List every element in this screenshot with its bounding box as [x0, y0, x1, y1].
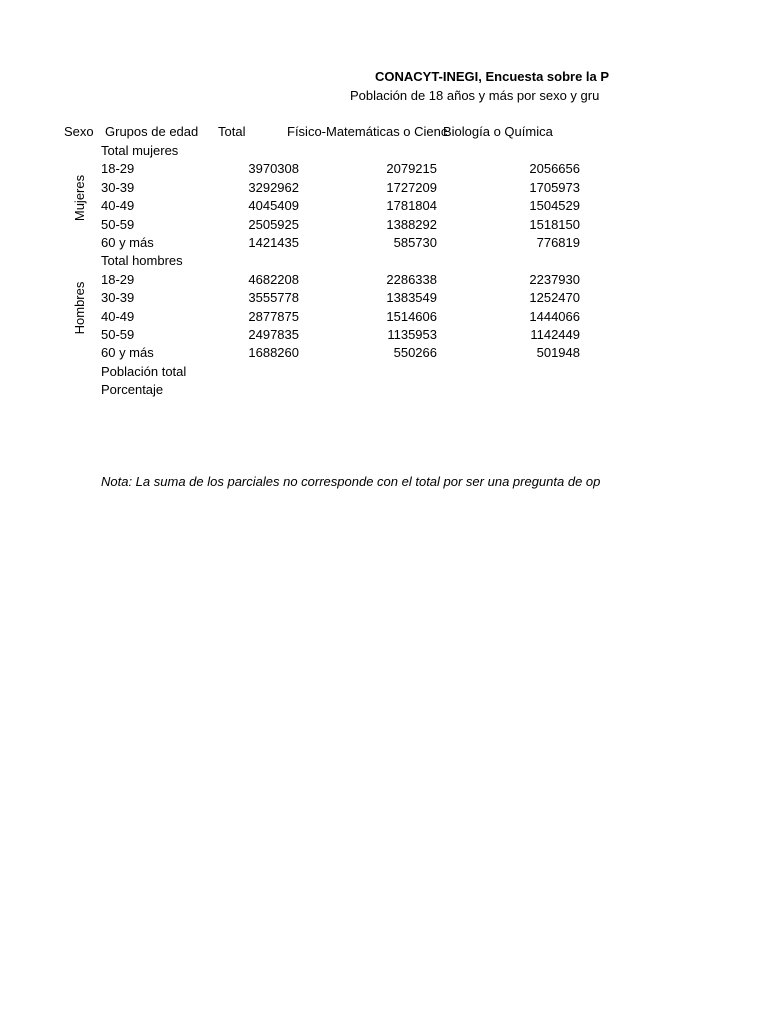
row-label: Total hombres	[101, 253, 183, 268]
cell-total: 1421435	[248, 235, 299, 250]
table-subtitle: Población de 18 años y más por sexo y gru	[350, 88, 600, 103]
row-label: 50-59	[101, 217, 135, 232]
cell-fisico-matematicas: 1383549	[386, 290, 437, 305]
row-label: 50-59	[101, 327, 135, 342]
cell-total: 3292962	[248, 180, 299, 195]
cell-total: 2877875	[248, 309, 299, 324]
cell-fisico-matematicas: 1135953	[387, 327, 437, 342]
cell-total: 4682208	[248, 272, 299, 287]
header-fisico-matematicas: Físico-Matemáticas o Cienc	[287, 124, 448, 139]
cell-fisico-matematicas: 585730	[393, 235, 437, 250]
row-label: 30-39	[101, 290, 135, 305]
cell-total: 4045409	[248, 198, 299, 213]
cell-total: 1688260	[248, 345, 299, 360]
row-label: Población total	[101, 364, 187, 379]
cell-fisico-matematicas: 2079215	[386, 161, 437, 176]
cell-total: 3555778	[248, 290, 299, 305]
cell-total: 3970308	[248, 161, 299, 176]
cell-fisico-matematicas: 2286338	[386, 272, 437, 287]
row-label: 40-49	[101, 198, 135, 213]
cell-biologia-quimica: 1142449	[530, 327, 580, 342]
cell-fisico-matematicas: 1781804	[386, 198, 437, 213]
footnote: Nota: La suma de los parciales no corresponde con el total por ser una pregunta de op	[101, 474, 601, 489]
cell-fisico-matematicas: 550266	[393, 345, 437, 360]
row-label: 60 y más	[101, 345, 154, 360]
cell-biologia-quimica: 1444066	[529, 309, 580, 324]
group-label-hombres: Hombres	[72, 281, 87, 335]
row-label: Porcentaje	[101, 382, 164, 397]
group-label-mujeres: Mujeres	[72, 174, 87, 222]
row-label: 18-29	[101, 161, 135, 176]
cell-biologia-quimica: 501948	[536, 345, 580, 360]
cell-fisico-matematicas: 1514606	[386, 309, 437, 324]
cell-biologia-quimica: 776819	[536, 235, 580, 250]
cell-biologia-quimica: 1504529	[529, 198, 580, 213]
cell-biologia-quimica: 1252470	[529, 290, 580, 305]
row-label: 18-29	[101, 272, 135, 287]
cell-biologia-quimica: 1705973	[529, 180, 580, 195]
header-biologia-quimica: Biología o Química	[443, 124, 553, 139]
row-label: 30-39	[101, 180, 135, 195]
row-label: Total mujeres	[101, 143, 179, 158]
header-grupos-de-edad: Grupos de edad	[105, 124, 199, 139]
cell-biologia-quimica: 2056656	[529, 161, 580, 176]
cell-fisico-matematicas: 1727209	[386, 180, 437, 195]
row-label: 60 y más	[101, 235, 154, 250]
cell-biologia-quimica: 1518150	[529, 217, 580, 232]
cell-fisico-matematicas: 1388292	[386, 217, 437, 232]
row-label: 40-49	[101, 309, 135, 324]
header-sexo: Sexo	[64, 124, 94, 139]
cell-total: 2497835	[248, 327, 299, 342]
table-title: CONACYT-INEGI, Encuesta sobre la P	[375, 69, 610, 84]
cell-biologia-quimica: 2237930	[529, 272, 580, 287]
cell-total: 2505925	[248, 217, 299, 232]
header-total: Total	[218, 124, 246, 139]
